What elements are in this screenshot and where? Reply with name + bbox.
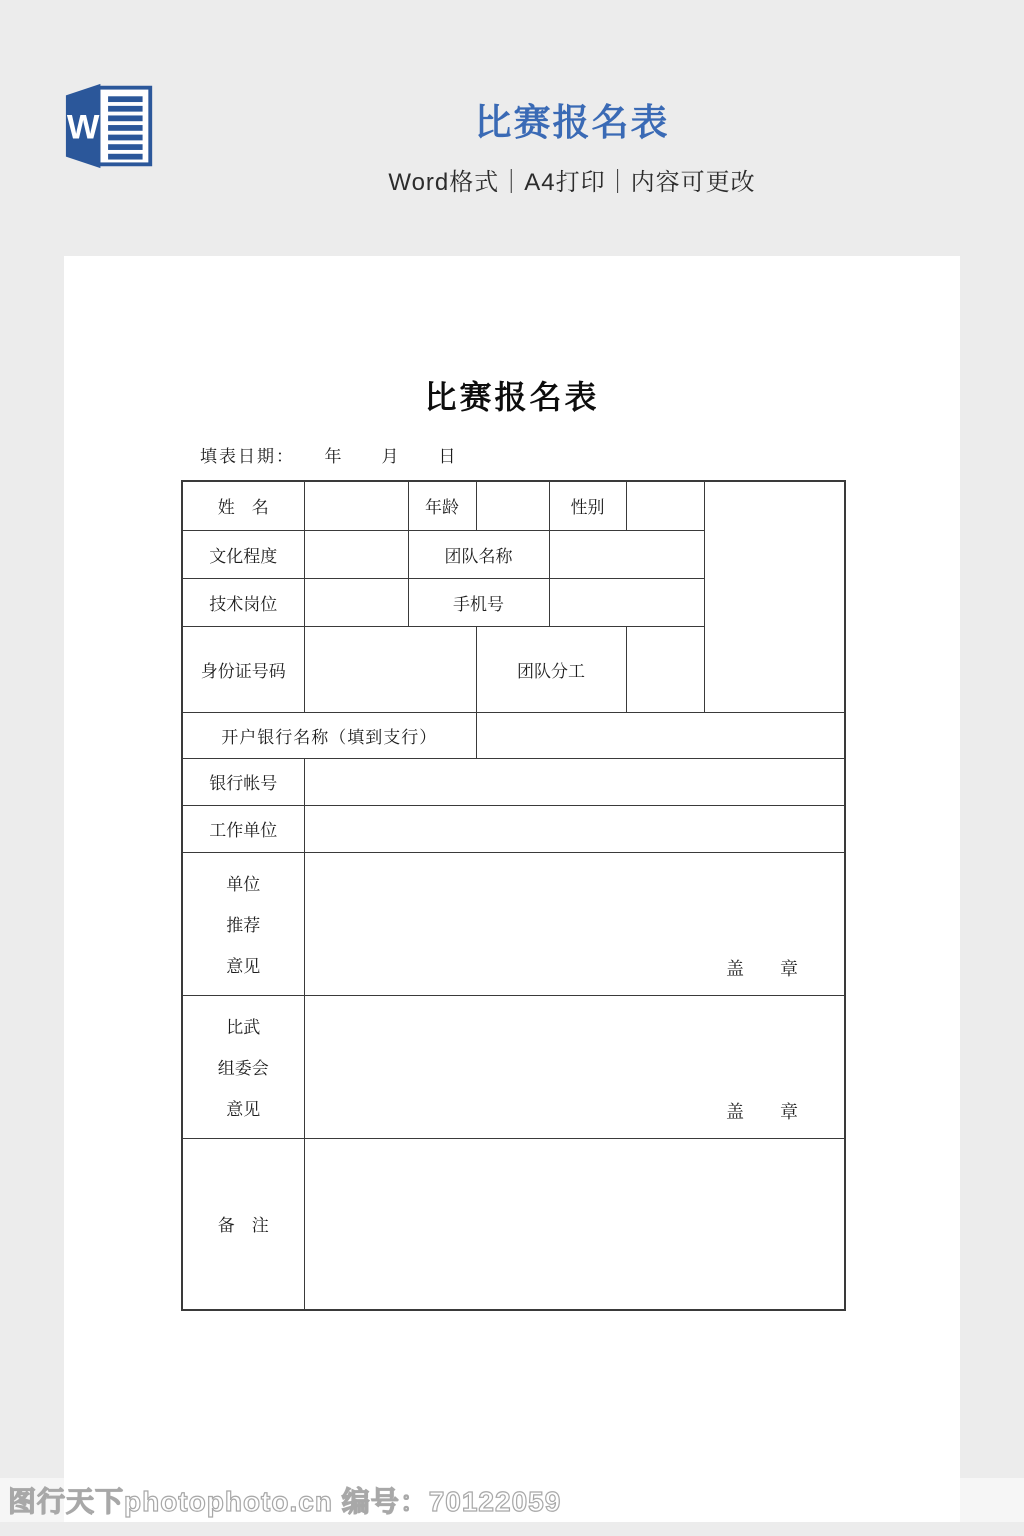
mobile-value-cell <box>549 578 704 626</box>
mobile-label-cell: 手机号 <box>408 578 549 626</box>
name-label-cell: 姓 名 <box>182 481 304 530</box>
bank-account-label-cell: 银行帐号 <box>182 758 304 805</box>
committee-opinion-line3: 意见 <box>226 1099 261 1120</box>
id-number-value-cell <box>304 626 476 712</box>
photo-cell <box>704 481 845 712</box>
watermark-text: 图行天下photophoto.cn 编号：70122059 <box>8 1486 562 1517</box>
age-label-cell: 年龄 <box>408 481 476 530</box>
id-number-label-cell: 身份证号码 <box>182 626 304 712</box>
team-name-value-cell <box>549 530 704 578</box>
team-role-label-cell: 团队分工 <box>476 626 626 712</box>
team-name-label-cell: 团队名称 <box>408 530 549 578</box>
gender-value-cell <box>626 481 704 530</box>
document-title: 比赛报名表 <box>424 378 600 416</box>
tech-position-value-cell <box>304 578 408 626</box>
header-subtitle: Word格式｜A4打印｜内容可更改 <box>388 169 756 196</box>
committee-seal-label: 盖 章 <box>726 1101 798 1123</box>
committee-opinion-line2: 组委会 <box>217 1059 269 1079</box>
remark-label-cell: 备 注 <box>182 1138 304 1310</box>
team-role-value-cell <box>626 626 704 712</box>
gender-label-cell: 性别 <box>549 481 626 530</box>
unit-opinion-line1: 单位 <box>226 875 261 896</box>
svg-text:W: W <box>66 108 100 147</box>
remark-value-cell <box>304 1138 845 1310</box>
employer-value-cell <box>304 805 845 852</box>
committee-opinion-content-cell <box>304 995 845 1138</box>
education-label-cell: 文化程度 <box>182 530 304 578</box>
registration-form-table <box>181 480 846 1311</box>
bank-name-value-cell <box>476 712 845 758</box>
word-icon <box>62 80 158 172</box>
watermark-bar <box>0 1478 1024 1522</box>
tech-position-label-cell: 技术岗位 <box>182 578 304 626</box>
header-title: 比赛报名表 <box>474 102 670 143</box>
unit-opinion-line3: 意见 <box>226 956 261 977</box>
education-value-cell <box>304 530 408 578</box>
bottom-strip <box>0 1522 1024 1536</box>
employer-label-cell: 工作单位 <box>182 805 304 852</box>
unit-opinion-content-cell <box>304 852 845 995</box>
committee-opinion-line1: 比武 <box>226 1018 261 1039</box>
header <box>190 92 954 197</box>
bank-name-label-cell: 开户银行名称（填到支行） <box>182 712 476 758</box>
unit-opinion-label-cell <box>182 852 304 995</box>
age-value-cell <box>476 481 549 530</box>
committee-opinion-label-cell <box>182 995 304 1138</box>
name-value-cell <box>304 481 408 530</box>
unit-seal-label: 盖 章 <box>726 958 798 980</box>
document-page <box>64 256 960 1522</box>
bank-account-value-cell <box>304 758 845 805</box>
date-line: 填表日期： 年 月 日 <box>200 447 458 467</box>
unit-opinion-line2: 推荐 <box>226 916 261 936</box>
